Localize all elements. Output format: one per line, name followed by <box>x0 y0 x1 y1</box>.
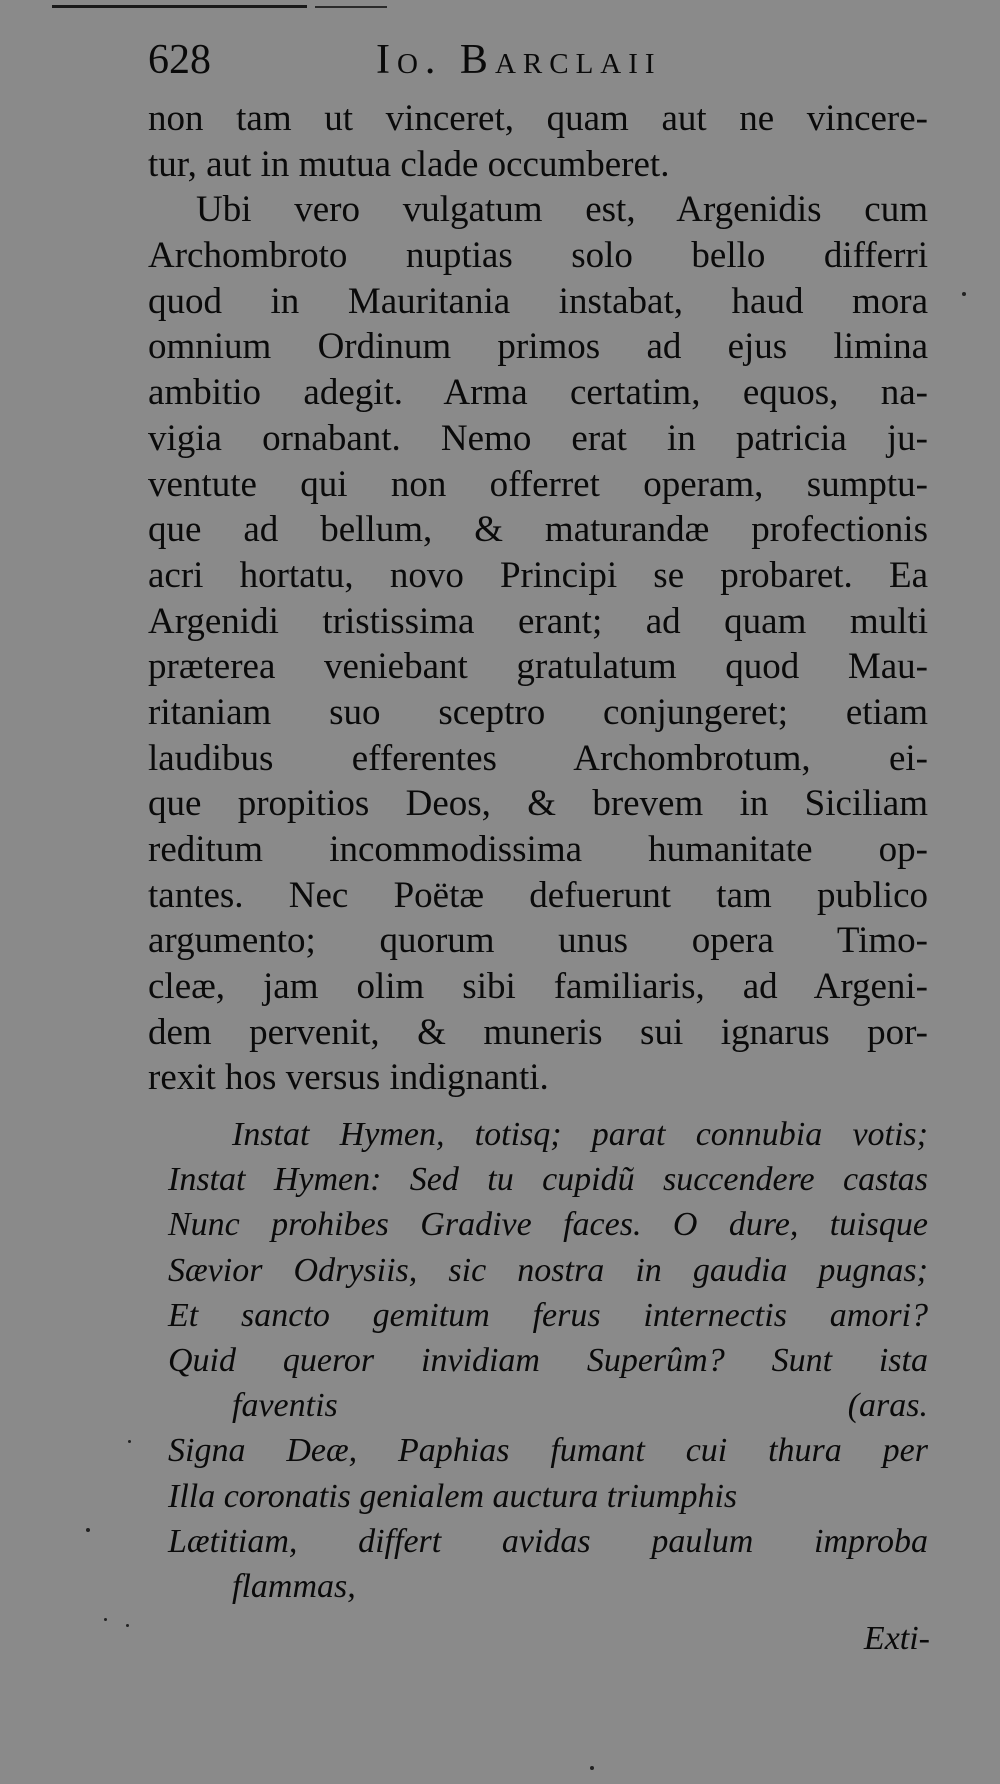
verse-line: Quid queror invidiam Superûm? Sunt ista <box>168 1341 928 1379</box>
page-header <box>148 32 768 88</box>
verse-block <box>168 1112 928 1609</box>
catchword: Exti- <box>863 1620 930 1657</box>
prose-line: argumento; quorum unus opera Timo- <box>148 920 928 962</box>
prose-body <box>148 96 928 1101</box>
prose-line: que ad bellum, & maturandæ profectionis <box>148 509 928 551</box>
prose-line: Argenidi tristissima erant; ad quam multi <box>148 600 928 642</box>
verse-turnover: faventis <box>232 1387 338 1425</box>
prose-line: tur, aut in mutua clade occumberet. <box>148 143 670 185</box>
prose-line: acri hortatu, novo Principi se probaret. Ea <box>148 554 928 596</box>
prose-line: reditum incommodissima humanitate op- <box>148 829 928 870</box>
prose-line: laudibus efferentes Archombrotum, ei- <box>148 737 928 779</box>
running-head: Io. Barclaii <box>376 37 662 83</box>
verse-line: flammas, <box>232 1567 356 1605</box>
prose-line: que propitios Deos, & brevem in Siciliam <box>148 783 928 825</box>
verse-line: Instat Hymen: Sed tu cupidũ succendere castas <box>168 1161 928 1199</box>
verse-turnover-right: (aras. <box>847 1387 928 1425</box>
verse-line: Et sancto gemitum ferus internectis amori? <box>168 1296 928 1334</box>
verse-line: Sævior Odrysiis, sic nostra in gaudia pugnas; <box>168 1251 928 1289</box>
prose-line: quod in Mauritania instabat, haud mora <box>148 280 928 322</box>
ink-speck <box>962 292 966 296</box>
ink-speck <box>590 1766 594 1770</box>
prose-line: Ubi vero vulgatum est, Argenidis cum <box>196 189 928 231</box>
prose-line: Archombroto nuptias solo bello differri <box>148 235 928 277</box>
verse-line: Instat Hymen, totisq; parat connubia votis; <box>232 1116 928 1153</box>
ink-speck <box>128 1440 131 1443</box>
ink-speck <box>126 1624 129 1627</box>
ink-speck <box>104 1618 107 1621</box>
prose-line: ritaniam suo sceptro conjungeret; etiam <box>148 691 928 733</box>
top-rule <box>52 5 307 8</box>
prose-line: omnium Ordinum primos ad ejus limina <box>148 326 928 368</box>
prose-line: ventute qui non offerret operam, sumptu- <box>148 463 928 505</box>
verse-line: Nunc prohibes Gradive faces. O dure, tuisque <box>168 1206 928 1244</box>
prose-line: rexit hos versus indignanti. <box>148 1057 549 1099</box>
prose-line: præterea veniebant gratulatum quod Mau- <box>148 646 928 688</box>
prose-line: tantes. Nec Poëtæ defuerunt tam publico <box>148 874 928 916</box>
prose-line: dem pervenit, & muneris sui ignarus por- <box>148 1011 928 1053</box>
verse-line: Signa Deæ, Paphias fumant cui thura per <box>168 1432 928 1470</box>
prose-line: cleæ, jam olim sibi familiaris, ad Argeni- <box>148 966 928 1008</box>
ink-speck <box>86 1528 90 1532</box>
page-number: 628 <box>148 37 211 83</box>
verse-line: Lætitiam, differt avidas paulum improba <box>168 1522 928 1560</box>
prose-line: vigia ornabant. Nemo erat in patricia ju- <box>148 417 928 459</box>
prose-line: ambitio adegit. Arma certatim, equos, na- <box>148 372 928 414</box>
verse-line-split <box>168 1383 928 1428</box>
verse-line: Illa coronatis genialem auctura triumphis <box>168 1477 738 1515</box>
top-rule-fragment <box>315 6 387 8</box>
prose-line: non tam ut vinceret, quam aut ne vincere- <box>148 98 928 139</box>
